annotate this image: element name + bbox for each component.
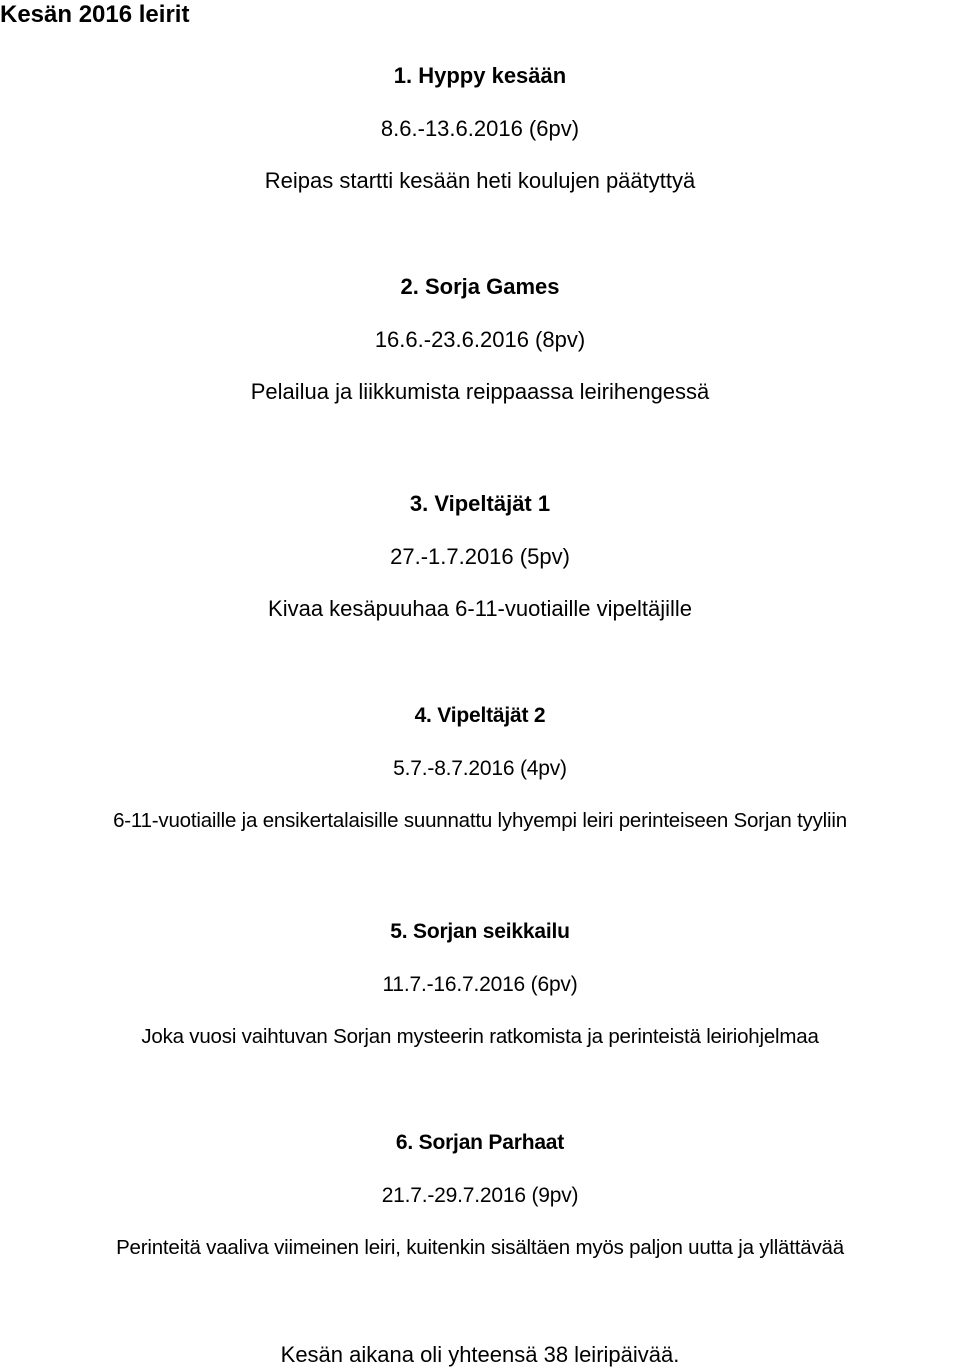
camp-heading: 4. Vipeltäjät 2 <box>414 704 546 727</box>
camp-1 <box>0 63 960 194</box>
camp-3 <box>0 491 960 622</box>
camp-heading: 3. Vipeltäjät 1 <box>409 491 551 516</box>
camp-heading: 1. Hyppy kesään <box>393 63 567 88</box>
camp-dates: 5.7.-8.7.2016 (4pv) <box>393 757 567 780</box>
page-title: Kesän 2016 leirit <box>0 1 190 28</box>
camp-dates: 8.6.-13.6.2016 (6pv) <box>380 116 580 141</box>
camp-description: Perinteitä vaaliva viimeinen leiri, kuitenkin sisältäen myös paljon uutta ja yllättävää <box>116 1236 844 1259</box>
camp-heading: 5. Sorjan seikkailu <box>390 920 570 943</box>
camp-heading: 6. Sorjan Parhaat <box>395 1131 565 1154</box>
camp-dates: 27.-1.7.2016 (5pv) <box>390 544 570 569</box>
camp-heading: 2. Sorja Games <box>400 274 560 299</box>
summary-text: Kesän aikana oli yhteensä 38 leiripäivää. <box>280 1342 680 1367</box>
camp-description: Joka vuosi vaihtuvan Sorjan mysteerin ratkomista ja perinteistä leiriohjelmaa <box>141 1025 819 1048</box>
camp-5 <box>0 919 960 1050</box>
camp-description: 6-11-vuotiaille ja ensikertalaisille suunnattu lyhyempi leiri perinteiseen Sorjan tyyliin <box>113 809 847 832</box>
camp-6 <box>0 1130 960 1261</box>
camp-description: Reipas startti kesään heti koulujen päätyttyä <box>264 168 696 193</box>
camp-description: Kivaa kesäpuuhaa 6-11-vuotiaille vipeltäjille <box>268 596 692 621</box>
camp-dates: 11.7.-16.7.2016 (6pv) <box>382 973 578 996</box>
camp-2 <box>0 274 960 405</box>
camp-4 <box>0 703 960 834</box>
camp-dates: 21.7.-29.7.2016 (9pv) <box>381 1184 579 1207</box>
camp-description: Pelailua ja liikkumista reippaassa leirihengessä <box>250 379 710 404</box>
camp-dates: 16.6.-23.6.2016 (8pv) <box>374 327 586 352</box>
